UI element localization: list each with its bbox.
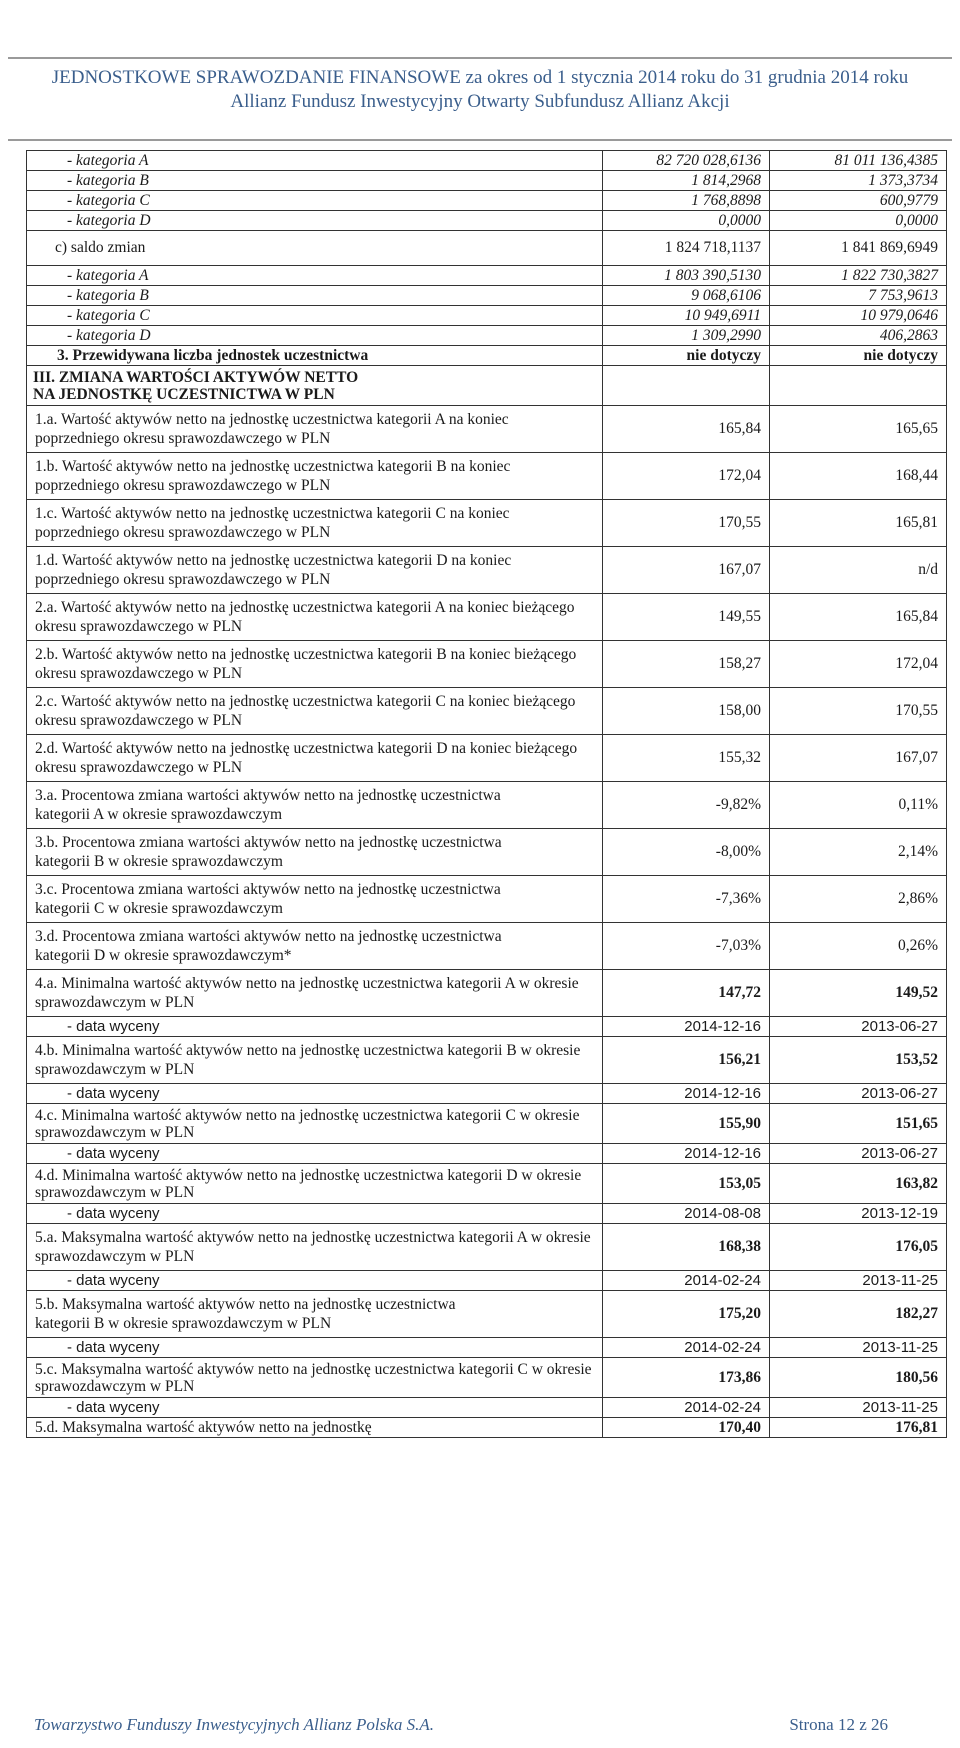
top-rule xyxy=(8,57,952,59)
value-previous: 165,84 xyxy=(770,594,947,641)
row-label: - kategoria D xyxy=(27,326,603,346)
row-label: 5.b. Maksymalna wartość aktywów netto na jednostkę uczestnictwa kategorii B w okresie sprawozdawczym w PLN xyxy=(27,1291,603,1338)
value-current: 2014-02-24 xyxy=(603,1398,770,1418)
value-current: 149,55 xyxy=(603,594,770,641)
value-previous: 168,44 xyxy=(770,453,947,500)
value-previous: 167,07 xyxy=(770,735,947,782)
table-row xyxy=(27,1418,947,1438)
value-current: -8,00% xyxy=(603,829,770,876)
row-label: 1.a. Wartość aktywów netto na jednostkę uczestnictwa kategorii A na koniec poprzedniego okresu sprawozdawczego w PLN xyxy=(27,406,603,453)
row-label: 2.c. Wartość aktywów netto na jednostkę uczestnictwa kategorii C na koniec bieżącego okresu sprawozdawczego w PLN xyxy=(27,688,603,735)
date-row xyxy=(27,1084,947,1104)
table-row xyxy=(27,191,947,211)
value-previous: 2013-11-25 xyxy=(770,1398,947,1418)
row-label: 3.a. Procentowa zmiana wartości aktywów netto na jednostkę uczestnictwa kategorii A w okresie sprawozdawczym xyxy=(27,782,603,829)
table-row xyxy=(27,286,947,306)
value-previous: 2,14% xyxy=(770,829,947,876)
value-previous: 0,0000 xyxy=(770,211,947,231)
table-row xyxy=(27,641,947,688)
row-label: 3.c. Procentowa zmiana wartości aktywów netto na jednostkę uczestnictwa kategorii C w okresie sprawozdawczym xyxy=(27,876,603,923)
value-previous: 2013-06-27 xyxy=(770,1144,947,1164)
row-label: 3. Przewidywana liczba jednostek uczestnictwa xyxy=(27,346,603,366)
value-current: 172,04 xyxy=(603,453,770,500)
row-label: - data wyceny xyxy=(27,1017,603,1037)
value-previous: n/d xyxy=(770,547,947,594)
value-previous: 406,2863 xyxy=(770,326,947,346)
row-label: 4.a. Minimalna wartość aktywów netto na jednostkę uczestnictwa kategorii A w okresie sprawozdawczym w PLN xyxy=(27,970,603,1017)
section-heading-row xyxy=(27,366,947,406)
row-label: 3.d. Procentowa zmiana wartości aktywów netto na jednostkę uczestnictwa kategorii D w okresie sprawozdawczym* xyxy=(27,923,603,970)
value-previous: 153,52 xyxy=(770,1037,947,1084)
date-row xyxy=(27,1144,947,1164)
table-row xyxy=(27,1164,947,1204)
value-previous: 170,55 xyxy=(770,688,947,735)
row-label: 5.d. Maksymalna wartość aktywów netto na jednostkę xyxy=(27,1418,603,1438)
row-label: 2.b. Wartość aktywów netto na jednostkę uczestnictwa kategorii B na koniec bieżącego okresu sprawozdawczego w PLN xyxy=(27,641,603,688)
value-previous: 2013-06-27 xyxy=(770,1084,947,1104)
value-previous: 10 979,0646 xyxy=(770,306,947,326)
value-current: nie dotyczy xyxy=(603,346,770,366)
row-label: - kategoria A xyxy=(27,151,603,171)
value-current: 1 768,8898 xyxy=(603,191,770,211)
value-previous: nie dotyczy xyxy=(770,346,947,366)
value-previous: 182,27 xyxy=(770,1291,947,1338)
table-row xyxy=(27,876,947,923)
value-previous: 172,04 xyxy=(770,641,947,688)
value-previous: 2013-12-19 xyxy=(770,1204,947,1224)
table-row xyxy=(27,923,947,970)
value-current: 153,05 xyxy=(603,1164,770,1204)
value-current: 1 803 390,5130 xyxy=(603,266,770,286)
table-row xyxy=(27,1104,947,1144)
section-heading: III. ZMIANA WARTOŚCI AKTYWÓW NETTO NA JEDNOSTKĘ UCZESTNICTWA W PLN xyxy=(27,366,603,406)
row-label: - data wyceny xyxy=(27,1338,603,1358)
row-label: - kategoria D xyxy=(27,211,603,231)
table-row xyxy=(27,547,947,594)
value-current: 158,27 xyxy=(603,641,770,688)
table-row xyxy=(27,326,947,346)
value-current: 168,38 xyxy=(603,1224,770,1271)
value-previous: 176,81 xyxy=(770,1418,947,1438)
value-current: 9 068,6106 xyxy=(603,286,770,306)
value-previous: 1 373,3734 xyxy=(770,171,947,191)
value-previous: 2013-06-27 xyxy=(770,1017,947,1037)
date-row xyxy=(27,1271,947,1291)
value-current: 155,90 xyxy=(603,1104,770,1144)
table-row xyxy=(27,1037,947,1084)
value-current: 1 309,2990 xyxy=(603,326,770,346)
row-label: 4.c. Minimalna wartość aktywów netto na jednostkę uczestnictwa kategorii C w okresie sprawozdawczym w PLN xyxy=(27,1104,603,1144)
value-previous: 0,11% xyxy=(770,782,947,829)
header-subtitle: Allianz Fundusz Inwestycyjny Otwarty Subfundusz Allianz Akcji xyxy=(230,91,730,112)
table-row xyxy=(27,171,947,191)
value-current: 147,72 xyxy=(603,970,770,1017)
value-current: 165,84 xyxy=(603,406,770,453)
value-current: 1 824 718,1137 xyxy=(603,231,770,266)
value-current: 156,21 xyxy=(603,1037,770,1084)
date-row xyxy=(27,1017,947,1037)
row-label: 5.c. Maksymalna wartość aktywów netto na jednostkę uczestnictwa kategorii C w okresie sprawozdawczym w PLN xyxy=(27,1358,603,1398)
value-current: 82 720 028,6136 xyxy=(603,151,770,171)
row-label: - data wyceny xyxy=(27,1204,603,1224)
row-label: - data wyceny xyxy=(27,1271,603,1291)
table-row xyxy=(27,306,947,326)
value-previous: 165,65 xyxy=(770,406,947,453)
table-row xyxy=(27,346,947,366)
date-row xyxy=(27,1398,947,1418)
page-number: Strona 12 z 26 xyxy=(789,1715,888,1734)
value-previous: 2013-11-25 xyxy=(770,1338,947,1358)
table-row xyxy=(27,688,947,735)
value-current: 158,00 xyxy=(603,688,770,735)
row-label: - kategoria A xyxy=(27,266,603,286)
row-label: - kategoria C xyxy=(27,306,603,326)
value-current: 2014-12-16 xyxy=(603,1144,770,1164)
value-current: -7,36% xyxy=(603,876,770,923)
table-row xyxy=(27,970,947,1017)
value-current: 167,07 xyxy=(603,547,770,594)
date-row xyxy=(27,1338,947,1358)
table-row xyxy=(27,782,947,829)
table-row xyxy=(27,406,947,453)
value-current: 155,32 xyxy=(603,735,770,782)
row-label: - kategoria B xyxy=(27,286,603,306)
row-label: 1.b. Wartość aktywów netto na jednostkę uczestnictwa kategorii B na koniec poprzedniego okresu sprawozdawczego w PLN xyxy=(27,453,603,500)
value-current: 0,0000 xyxy=(603,211,770,231)
row-label: - kategoria B xyxy=(27,171,603,191)
table-row xyxy=(27,453,947,500)
value-previous: 176,05 xyxy=(770,1224,947,1271)
value-previous: 163,82 xyxy=(770,1164,947,1204)
value-previous: 2,86% xyxy=(770,876,947,923)
value-current: 2014-12-16 xyxy=(603,1084,770,1104)
value-current: 2014-08-08 xyxy=(603,1204,770,1224)
table-row xyxy=(27,735,947,782)
table-row xyxy=(27,231,947,266)
row-label: 3.b. Procentowa zmiana wartości aktywów netto na jednostkę uczestnictwa kategorii B w okresie sprawozdawczym xyxy=(27,829,603,876)
row-label: - kategoria C xyxy=(27,191,603,211)
header-title: JEDNOSTKOWE SPRAWOZDANIE FINANSOWE za okres od 1 stycznia 2014 roku do 31 grudnia 2014 roku xyxy=(51,67,909,88)
value-previous: 600,9779 xyxy=(770,191,947,211)
financial-table xyxy=(26,150,947,1438)
value-previous: 151,65 xyxy=(770,1104,947,1144)
document-header xyxy=(8,66,952,114)
row-label: - data wyceny xyxy=(27,1398,603,1418)
value-current: 10 949,6911 xyxy=(603,306,770,326)
value-previous: 81 011 136,4385 xyxy=(770,151,947,171)
value-current: 2014-12-16 xyxy=(603,1017,770,1037)
value-previous: 0,26% xyxy=(770,923,947,970)
table-row xyxy=(27,1224,947,1271)
value-previous: 180,56 xyxy=(770,1358,947,1398)
value-previous: 1 841 869,6949 xyxy=(770,231,947,266)
row-label: 5.a. Maksymalna wartość aktywów netto na jednostkę uczestnictwa kategorii A w okresie sprawozdawczym w PLN xyxy=(27,1224,603,1271)
value-current: 170,55 xyxy=(603,500,770,547)
date-row xyxy=(27,1204,947,1224)
value-previous: 2013-11-25 xyxy=(770,1271,947,1291)
value-current: 170,40 xyxy=(603,1418,770,1438)
value-current: -7,03% xyxy=(603,923,770,970)
row-label: 4.d. Minimalna wartość aktywów netto na jednostkę uczestnictwa kategorii D w okresie sprawozdawczym w PLN xyxy=(27,1164,603,1204)
row-label: 1.d. Wartość aktywów netto na jednostkę uczestnictwa kategorii D na koniec poprzedniego okresu sprawozdawczego w PLN xyxy=(27,547,603,594)
value-previous xyxy=(770,366,947,406)
row-label: 2.d. Wartość aktywów netto na jednostkę uczestnictwa kategorii D na koniec bieżącego okresu sprawozdawczego w PLN xyxy=(27,735,603,782)
footer-company: Towarzystwo Funduszy Inwestycyjnych Allianz Polska S.A. xyxy=(34,1715,434,1734)
value-previous: 149,52 xyxy=(770,970,947,1017)
header-rule xyxy=(8,139,952,141)
value-current: 175,20 xyxy=(603,1291,770,1338)
table-row xyxy=(27,594,947,641)
value-current: 2014-02-24 xyxy=(603,1338,770,1358)
value-current: 173,86 xyxy=(603,1358,770,1398)
row-label: 1.c. Wartość aktywów netto na jednostkę uczestnictwa kategorii C na koniec poprzedniego okresu sprawozdawczego w PLN xyxy=(27,500,603,547)
row-label: 4.b. Minimalna wartość aktywów netto na jednostkę uczestnictwa kategorii B w okresie sprawozdawczym w PLN xyxy=(27,1037,603,1084)
table-row xyxy=(27,211,947,231)
table-row xyxy=(27,1291,947,1338)
table-row xyxy=(27,151,947,171)
table-row xyxy=(27,829,947,876)
row-label: - data wyceny xyxy=(27,1144,603,1164)
row-label: 2.a. Wartość aktywów netto na jednostkę uczestnictwa kategorii A na koniec bieżącego okresu sprawozdawczego w PLN xyxy=(27,594,603,641)
table-row xyxy=(27,1358,947,1398)
value-previous: 165,81 xyxy=(770,500,947,547)
value-current: 1 814,2968 xyxy=(603,171,770,191)
table-row xyxy=(27,500,947,547)
row-label: c) saldo zmian xyxy=(27,231,603,266)
value-current: -9,82% xyxy=(603,782,770,829)
value-current: 2014-02-24 xyxy=(603,1271,770,1291)
value-current xyxy=(603,366,770,406)
row-label: - data wyceny xyxy=(27,1084,603,1104)
value-previous: 1 822 730,3827 xyxy=(770,266,947,286)
value-previous: 7 753,9613 xyxy=(770,286,947,306)
table-row xyxy=(27,266,947,286)
